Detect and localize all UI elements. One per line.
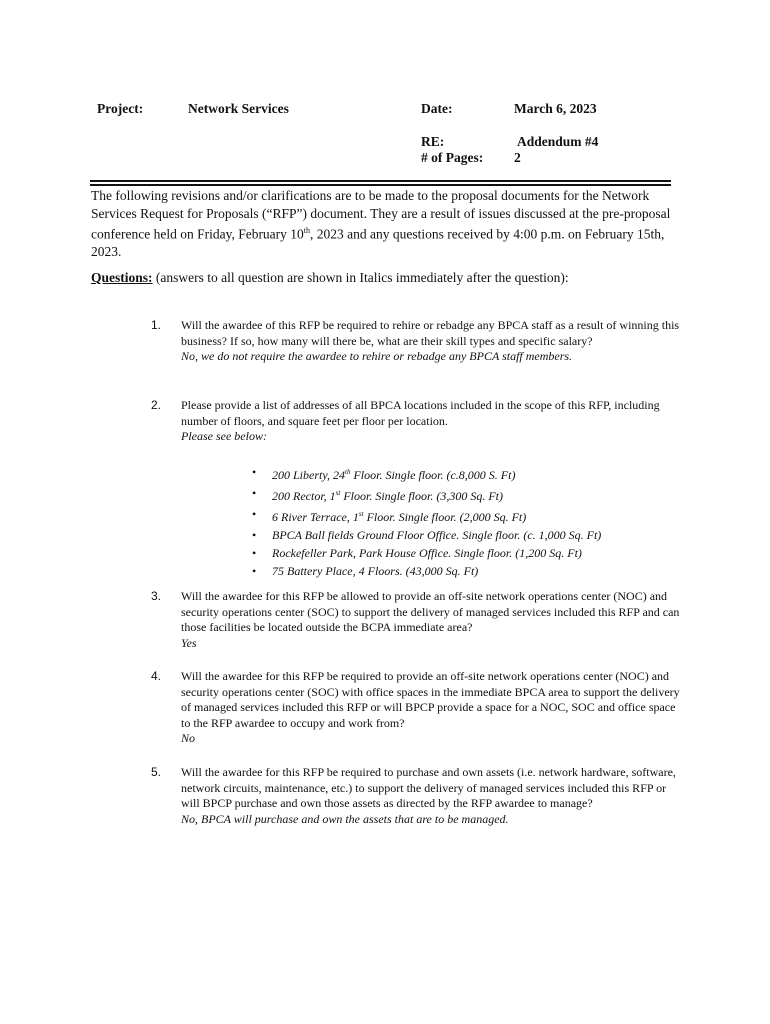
questions-heading-note: (answers to all question are shown in Italics immediately after the question): (152, 270, 569, 285)
header-divider-bottom (90, 184, 671, 186)
question-item-5 (151, 765, 681, 827)
intro-text-start: The following revisions and/or clarifications are to be made to the proposal documents for the Network Services Request for Proposals (“RFP”) document. They are a result of issues discussed at the pre-proposal conference held on Friday, February 10 (91, 188, 671, 242)
questions-heading (91, 270, 569, 286)
location-item: • 6 River Terrace, 1st Floor. Single floor. (2,000 Sq. Ft) (252, 505, 601, 526)
answer-text: No (181, 731, 196, 745)
project-label: Project: (97, 101, 144, 116)
re-value: Addendum #4 (517, 134, 599, 149)
intro-superscript: th (303, 226, 311, 235)
header-divider-top (90, 180, 671, 182)
answer-text: Yes (181, 635, 197, 650)
question-text: Will the awardee for this RFP be required to purchase and own assets (i.e. network hardware, software, network circuits, maintenance, etc.) to support the delivery of managed services included this RFP or will BPCP purchase and own those assets as directed by the RFP awardee to manage? (181, 765, 676, 810)
question-item-3 (151, 589, 681, 651)
location-item: • BPCA Ball fields Ground Floor Office. Single floor. (c. 1,000 Sq. Ft) (252, 526, 601, 544)
answer-text: No, we do not require the awardee to rehire or rebadge any BPCA staff members. (181, 349, 573, 363)
project-value: Network Services (188, 101, 289, 116)
question-number: 2. (151, 398, 162, 412)
intro-paragraph (91, 187, 671, 261)
question-text: Please provide a list of addresses of all BPCA locations included in the scope of this RFP, including number of floors, and square feet per floor per location. (181, 398, 660, 428)
question-item-1 (151, 318, 681, 365)
date-value: March 6, 2023 (514, 101, 597, 116)
locations-list (252, 463, 601, 580)
questions-heading-label: Questions: (91, 270, 153, 285)
answer-text: Please see below: (181, 429, 267, 443)
location-item: • Rockefeller Park, Park House Office. Single floor. (1,200 Sq. Ft) (252, 544, 601, 562)
question-item-4 (151, 669, 681, 747)
pages-label: # of Pages: (421, 150, 484, 165)
date-label: Date: (421, 101, 453, 116)
re-label: RE: (421, 134, 445, 149)
question-number: 3. (151, 589, 162, 603)
intro-text-end: , 2023 and any questions received by 4:00 p.m. on February 15th, 2023. (91, 226, 665, 259)
question-number: 1. (151, 318, 162, 332)
location-item: • 200 Liberty, 24th Floor. Single floor. (c.8,000 S. Ft) (252, 463, 601, 484)
location-item: • 200 Rector, 1st Floor. Single floor. (3,300 Sq. Ft) (252, 484, 601, 505)
question-number: 4. (151, 669, 162, 683)
answer-text: No, BPCA will purchase and own the assets that are to be managed. (181, 811, 509, 826)
pages-value: 2 (514, 150, 521, 165)
question-text: Will the awardee of this RFP be required to rehire or rebadge any BPCA staff as a result of winning this business? If so, how many will there be, what are their skill types and specific salary? (181, 318, 680, 348)
question-item-2 (151, 398, 681, 445)
question-text: Will the awardee for this RFP be required to provide an off-site network operations center (NOC) and security operations center (SOC) with office spaces in the immediate BPCA area to support the delivery of managed services included this RFP or will BPCP provide a space for a NOC, SOC and office space to the RFP awardee to occupy and work from? (181, 669, 680, 730)
question-number: 5. (151, 765, 162, 779)
question-text: Will the awardee for this RFP be allowed to provide an off-site network operations center (NOC) and security operations center (SOC) to support the delivery of managed services included this RFP and can those facilities be located outside the BCPA immediate area? (181, 589, 680, 634)
location-item: • 75 Battery Place, 4 Floors. (43,000 Sq. Ft) (252, 562, 601, 580)
